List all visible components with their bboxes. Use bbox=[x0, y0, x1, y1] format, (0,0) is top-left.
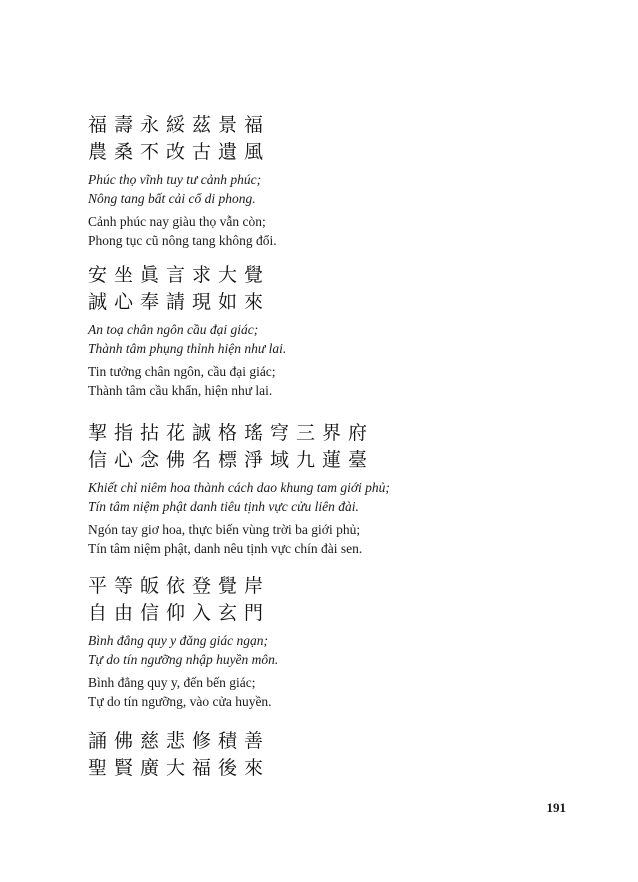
han-line: 自由信仰入玄門 bbox=[88, 602, 271, 624]
translation-line: Thành tâm cầu khẩn, hiện như lai. bbox=[88, 383, 273, 398]
stanza-2 bbox=[88, 262, 588, 400]
translation-line: Tin tưởng chân ngôn, cầu đại giác; bbox=[88, 364, 276, 379]
translation-line: Tự do tín ngưỡng, vào cửa huyền. bbox=[88, 694, 272, 709]
translation-line: Bình đẳng quy y, đến bến giác; bbox=[88, 675, 256, 690]
han-line: 安坐眞言求大覺 bbox=[88, 264, 271, 286]
han-line: 誦佛慈悲修積善 bbox=[88, 730, 271, 752]
transliteration-line: Phúc thọ vĩnh tuy tư cảnh phúc; bbox=[88, 172, 262, 187]
transliteration-line: Bình đẳng quy y đăng giác ngạn; bbox=[88, 633, 268, 648]
han-line: 聖賢廣大福後來 bbox=[88, 757, 271, 779]
translation-line: Cảnh phúc nay giàu thọ vẫn còn; bbox=[88, 214, 266, 229]
han-line: 誠心奉請現如來 bbox=[88, 291, 271, 313]
transliteration-line: Tín tâm niệm phật danh tiêu tịnh vực cửu liên đài. bbox=[88, 499, 359, 514]
han-line: 信心念佛名標淨域九蓮臺 bbox=[88, 449, 375, 471]
translation-line: Ngón tay giơ hoa, thực biến vùng trời ba giới phủ; bbox=[88, 522, 361, 537]
stanza-5 bbox=[88, 728, 588, 782]
translation-line: Tín tâm niệm phật, danh nêu tịnh vực chín đài sen. bbox=[88, 541, 363, 556]
han-line: 平等皈依登覺岸 bbox=[88, 575, 271, 597]
stanza-1 bbox=[88, 112, 588, 250]
han-line: 挈指拈花誠格瑤穹三界府 bbox=[88, 422, 375, 444]
translation-line: Phong tục cũ nông tang không đổi. bbox=[88, 233, 277, 248]
transliteration-line: Tự do tín ngưỡng nhập huyền môn. bbox=[88, 652, 279, 667]
transliteration-line: Khiết chỉ niêm hoa thành cách dao khung tam giới phủ; bbox=[88, 480, 390, 495]
transliteration-line: An toạ chân ngôn cầu đại giác; bbox=[88, 322, 259, 337]
page-number: 191 bbox=[546, 800, 566, 815]
transliteration-line: Nông tang bất cải cổ di phong. bbox=[88, 191, 256, 206]
stanza-3 bbox=[88, 420, 588, 558]
stanza-4 bbox=[88, 573, 588, 711]
transliteration-line: Thành tâm phụng thỉnh hiện như lai. bbox=[88, 341, 287, 356]
han-line: 福壽永綏茲景福 bbox=[88, 114, 271, 136]
han-line: 農桑不改古遺風 bbox=[88, 141, 271, 163]
